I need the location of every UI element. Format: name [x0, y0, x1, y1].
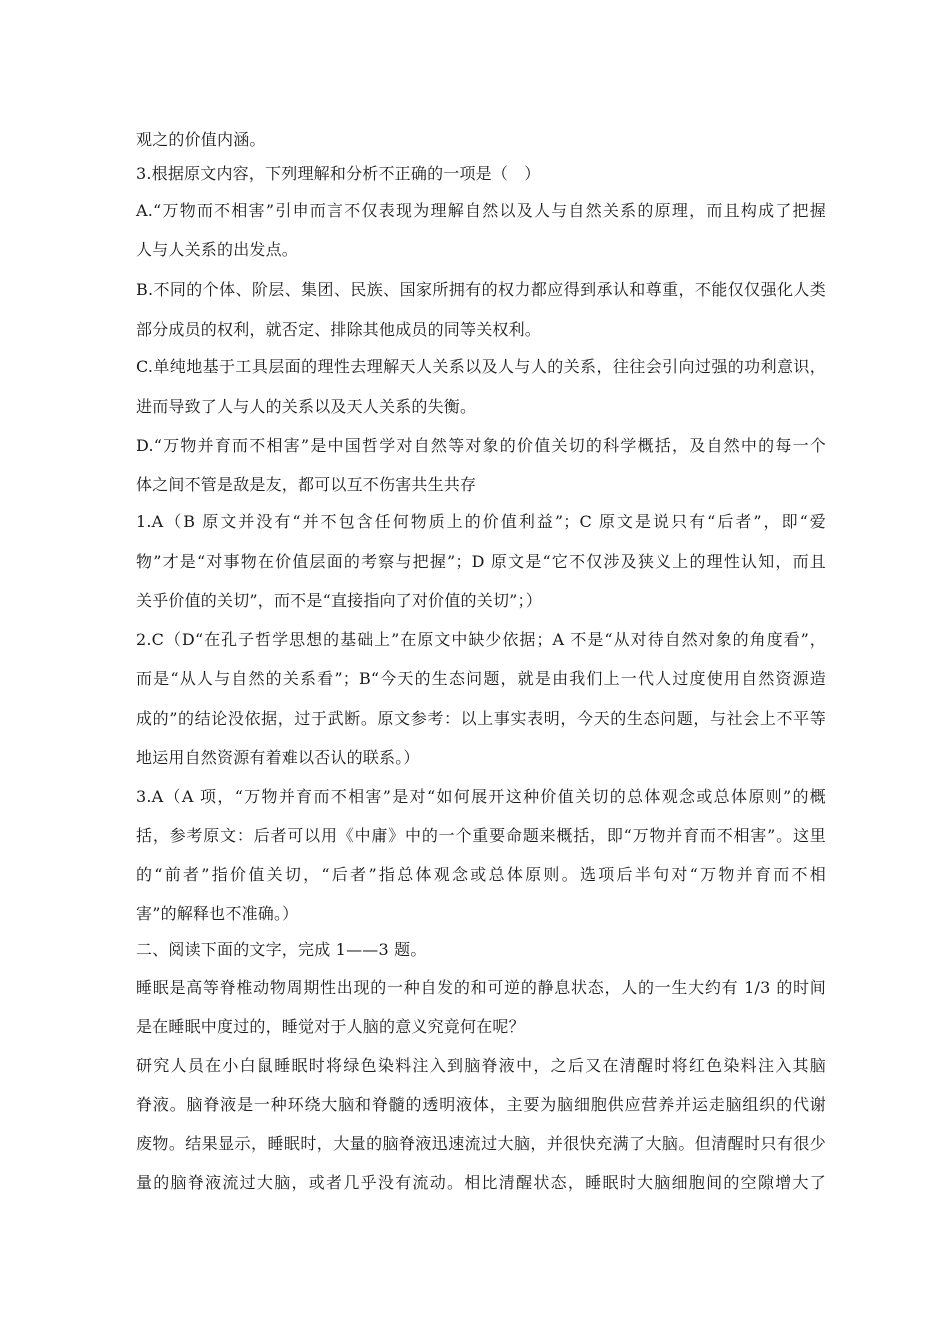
answer-1-line-1: 1.A（B 原文并没有“并不包含任何物质上的价值利益”；C 原文是说只有“后者”，即“爱	[136, 512, 826, 531]
passage-line-6: 量的脑脊液流过大脑，或者几乎没有流动。相比清醒状态，睡眠时大脑细胞间的空隙增大了	[136, 1173, 826, 1192]
passage-line-2: 是在睡眠中度过的，睡觉对于人脑的意义究竟何在呢？	[136, 1017, 525, 1036]
answer-2-line-4: 地运用自然资源有着难以否认的联系。）	[136, 748, 420, 767]
option-a-line-1: A.“万物而不相害”引申而言不仅表现为理解自然以及人与自然关系的原理，而且构成了把握	[136, 201, 826, 220]
option-c-line-2: 进而导致了人与人的关系以及天人关系的失衡。	[136, 397, 477, 416]
passage-line-1: 睡眠是高等脊椎动物周期性出现的一种自发的和可逆的静息状态，人的一生大约有 1/3 的时间	[136, 978, 826, 997]
answer-3-line-1: 3.A（A 项，“万物并育而不相害”是对“如何展开这种价值关切的总体观念或总体原则”的概	[136, 787, 826, 806]
answer-1-line-2: 物”才是“对事物在价值层面的考察与把握”；D 原文是“它不仅涉及狭义上的理性认知，而且	[136, 552, 826, 571]
option-b-line-1: B.不同的个体、阶层、集团、民族、国家所拥有的权力都应得到承认和尊重，不能仅仅强化人类	[136, 280, 826, 299]
answer-2-line-2: 而是“从人与自然的关系看”；B“今天的生态问题，就是由我们上一代人过度使用自然资源造	[136, 669, 826, 688]
option-d-line-1: D.“万物并育而不相害”是中国哲学对自然等对象的价值关切的科学概括，及自然中的每一个	[136, 436, 826, 455]
answer-3-line-2: 括，参考原文：后者可以用《中庸》中的一个重要命题来概括，即“万物并育而不相害”。这里	[136, 826, 826, 845]
passage-line-3: 研究人员在小白鼠睡眠时将绿色染料注入到脑脊液中，之后又在清醒时将红色染料注入其脑	[136, 1056, 826, 1075]
text-line: 观之的价值内涵。	[136, 130, 266, 149]
answer-3-line-3: 的“前者”指价值关切，“后者”指总体观念或总体原则。选项后半句对“万物并育而不相	[136, 865, 826, 884]
answer-3-line-4: 害”的解释也不准确。）	[136, 904, 299, 923]
answer-2-line-3: 成的”的结论没依据，过于武断。原文参考：以上事实表明，今天的生态问题，与社会上不平等	[136, 709, 826, 728]
option-a-line-2: 人与人关系的出发点。	[136, 240, 299, 259]
question-3-stem: 3.根据原文内容，下列理解和分析不正确的一项是（ ）	[136, 164, 541, 183]
option-c-line-1: C.单纯地基于工具层面的理性去理解天人关系以及人与人的关系，往往会引向过强的功利意识，	[136, 357, 826, 376]
answer-1-line-3: 关乎价值的关切”，而不是“直接指向了对价值的关切”；）	[136, 591, 542, 610]
section-2-heading: 二、阅读下面的文字，完成 1——3 题。	[136, 940, 427, 959]
passage-line-5: 废物。结果显示，睡眠时，大量的脑脊液迅速流过大脑，并很快充满了大脑。但清醒时只有很少	[136, 1134, 826, 1153]
option-b-line-2: 部分成员的权利，就否定、排除其他成员的同等关权利。	[136, 320, 542, 339]
passage-line-4: 脊液。脑脊液是一种环绕大脑和脊髓的透明液体，主要为脑细胞供应营养并运走脑组织的代谢	[136, 1095, 826, 1114]
answer-2-line-1: 2.C（D“在孔子哲学思想的基础上”在原文中缺少依据；A 不是“从对待自然对象的角度看”，	[136, 630, 826, 649]
option-d-line-2: 体之间不管是敌是友，都可以互不伤害共生共存	[136, 475, 477, 494]
